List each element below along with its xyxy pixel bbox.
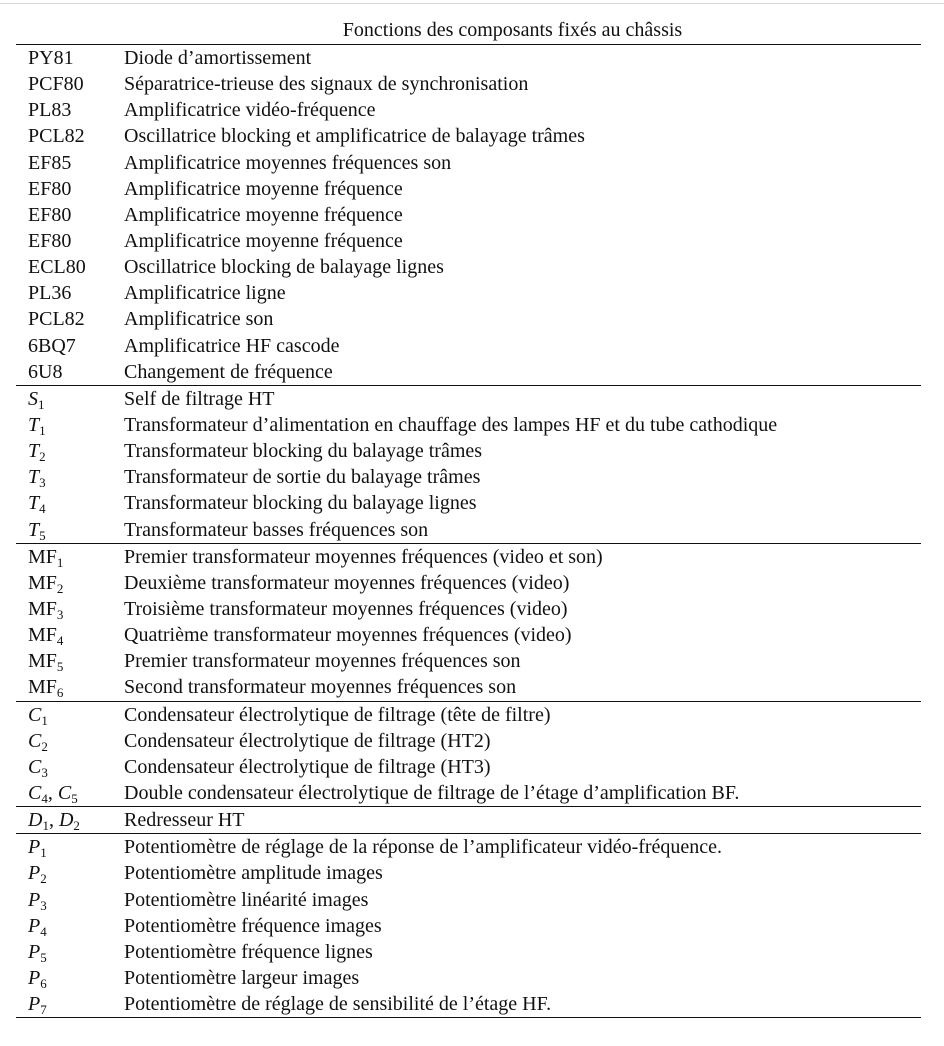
code-symbol: PL36 [28,282,72,305]
code-symbol: EF80 [28,230,72,253]
code-symbol: , [47,782,58,804]
table-row [16,834,921,860]
component-function: Transformateur blocking du balayage lignes [124,492,477,515]
component-code [16,100,124,120]
table-group [16,45,921,386]
table-row [16,386,921,412]
table-row [16,939,921,965]
component-function: Transformateur basses fréquences son [124,518,429,541]
component-function: Deuxième transformateur moyennes fréquences (video) [124,571,570,594]
component-function: Amplificatrice moyennes fréquences son [124,151,452,174]
component-function: Redresseur HT [124,809,245,832]
code-symbol: MF [28,676,57,699]
code-subscript: 2 [73,818,80,834]
code-symbol: PCF80 [28,73,84,96]
component-function: Amplificatrice vidéo-fréquence [124,99,376,122]
code-subscript: 3 [39,475,46,491]
code-subscript: 1 [41,712,48,728]
table-row [16,570,921,596]
table-row [16,412,921,438]
component-function: Transformateur d’alimentation en chauffage des lampes HF et du tube cathodique [124,414,778,437]
component-function: Amplificatrice moyenne fréquence [124,230,403,253]
table-row [16,97,921,123]
table-row [16,860,921,886]
component-code [16,309,124,329]
table-group [16,834,921,1018]
code-subscript: 5 [40,949,47,965]
component-code [16,809,124,834]
component-function: Troisième transformateur moyennes fréquences (video) [124,598,568,621]
component-function: Transformateur de sortie du balayage trâmes [124,466,481,489]
table-row [16,306,921,332]
component-code [16,545,124,570]
component-code [16,966,124,991]
code-symbol: EF85 [28,151,72,174]
component-function: Second transformateur moyennes fréquences son [124,676,517,699]
table-row [16,674,921,700]
component-function: Premier transformateur moyennes fréquences (video et son) [124,545,603,568]
component-function: Potentiomètre largeur images [124,966,360,989]
code-subscript: 4 [56,633,64,649]
code-subscript: 5 [71,791,78,806]
component-code [16,782,124,806]
table-row [16,517,921,543]
code-symbol: 6U8 [28,360,63,383]
component-code [16,729,124,754]
table-row [16,228,921,254]
code-symbol: MF [28,571,57,594]
component-function: Potentiomètre linéarité images [124,888,369,911]
code-subscript: 4 [39,501,46,517]
code-symbol: T [28,440,40,463]
code-subscript: 1 [42,818,49,834]
table-group [16,386,921,544]
component-function: Potentiomètre fréquence lignes [124,940,373,963]
code-subscript: 4 [41,791,48,806]
component-function: Diode d’amortissement [124,47,312,70]
table-row [16,913,921,939]
code-symbol: T [28,492,40,515]
table-row [16,648,921,674]
table-row [16,176,921,202]
code-symbol: P [28,966,41,989]
code-symbol: C [28,782,42,804]
component-code [16,836,124,861]
code-symbol: MF [28,650,57,673]
component-code [16,179,124,199]
code-subscript: 2 [39,449,46,465]
component-function: Amplificatrice ligne [124,282,286,305]
component-function: Amplificatrice HF cascode [124,334,340,357]
code-subscript: 2 [56,580,64,596]
component-code [16,518,124,543]
component-code [16,914,124,939]
table-group [16,544,921,702]
component-function: Séparatrice-trieuse des signaux de synchronisation [124,73,529,96]
code-symbol: P [28,862,41,885]
code-symbol: T [28,466,40,489]
code-symbol: D [28,809,43,832]
code-symbol: PY81 [28,47,74,70]
code-symbol: C [57,782,72,804]
code-symbol: 6BQ7 [28,334,76,357]
table-row [16,887,921,913]
table-row [16,728,921,754]
component-code [16,414,124,439]
component-code [16,492,124,517]
code-symbol: S [28,387,38,410]
component-code [16,940,124,965]
component-code [16,231,124,251]
component-function: Potentiomètre amplitude images [124,862,383,885]
component-code [16,755,124,780]
table-row [16,754,921,780]
code-symbol: PCL82 [28,308,85,331]
table-row [16,359,921,385]
table-row [16,150,921,176]
table-row [16,45,921,71]
code-subscript: 3 [41,764,48,780]
component-function: Oscillatrice blocking de balayage lignes [124,256,444,279]
code-subscript: 3 [56,607,64,623]
code-symbol: ECL80 [28,256,86,279]
component-function: Potentiomètre fréquence images [124,914,382,937]
component-code [16,650,124,675]
code-subscript: 7 [40,1002,47,1018]
table-row [16,965,921,991]
component-code [16,571,124,596]
code-symbol: P [28,940,41,963]
code-symbol: MF [28,624,57,647]
code-subscript: 1 [39,423,46,439]
code-symbol: C [28,729,42,752]
table-row [16,71,921,97]
component-code [16,387,124,412]
code-subscript: 3 [40,897,47,913]
component-function: Amplificatrice son [124,308,274,331]
code-symbol: EF80 [28,177,72,200]
component-code [16,283,124,303]
code-symbol: P [28,888,41,911]
table-row [16,991,921,1017]
code-symbol: T [28,414,40,437]
component-code [16,676,124,701]
table-row [16,280,921,306]
component-function: Condensateur électrolytique de filtrage (HT2) [124,729,491,752]
table-row [16,622,921,648]
component-function: Condensateur électrolytique de filtrage (tête de filtre) [124,703,551,726]
code-subscript: 1 [38,396,45,412]
code-subscript: 5 [39,527,46,543]
table-row [16,807,921,833]
component-code [16,362,124,382]
code-symbol: EF80 [28,203,72,226]
component-function: Changement de fréquence [124,360,333,383]
component-function: Quatrième transformateur moyennes fréquences (video) [124,624,572,647]
component-code [16,862,124,887]
code-symbol: P [28,914,41,937]
code-symbol: MF [28,545,57,568]
component-code [16,153,124,173]
code-subscript: 1 [56,554,64,570]
code-symbol: C [28,703,42,726]
code-symbol: C [28,755,42,778]
code-subscript: 2 [40,871,47,887]
table-row [16,702,921,728]
component-code [16,74,124,94]
component-code [16,888,124,913]
code-symbol: D [58,809,74,832]
table-row [16,490,921,516]
component-code [16,48,124,68]
component-function: Potentiomètre de réglage de sensibilité de l’étage HF. [124,993,552,1016]
table-group [16,807,921,834]
component-function: Double condensateur électrolytique de filtrage de l’étage d’amplification BF. [124,782,740,804]
component-code [16,126,124,146]
component-function: Amplificatrice moyenne fréquence [124,203,403,226]
code-subscript: 1 [40,845,47,861]
table-row [16,780,921,806]
code-subscript: 6 [40,975,47,991]
code-symbol: , [48,809,59,832]
component-code [16,993,124,1018]
code-symbol: PCL82 [28,125,85,148]
component-code [16,440,124,465]
code-symbol: PL83 [28,99,72,122]
code-subscript: 6 [56,685,64,701]
table-row [16,202,921,228]
component-function: Amplificatrice moyenne fréquence [124,177,403,200]
code-symbol: P [28,993,41,1016]
code-subscript: 5 [56,659,64,675]
table-row [16,254,921,280]
code-symbol: MF [28,598,57,621]
table-title: Fonctions des composants fixés au châssis [342,19,683,41]
table-row [16,333,921,359]
code-symbol: T [28,518,40,541]
code-subscript: 4 [40,923,47,939]
component-code [16,205,124,225]
table-row [16,123,921,149]
component-function: Premier transformateur moyennes fréquences son [124,650,521,673]
component-code [16,703,124,728]
table-row [16,544,921,570]
table-group [16,702,921,808]
table-row [16,464,921,490]
code-symbol: P [28,836,41,859]
top-border [0,3,944,4]
component-code [16,598,124,623]
table-row [16,596,921,622]
component-function: Self de filtrage HT [124,387,275,410]
component-function: Potentiomètre de réglage de la réponse de l’amplificateur vidéo-fréquence. [124,836,723,859]
component-function: Transformateur blocking du balayage trâmes [124,440,483,463]
component-code [16,624,124,649]
component-code [16,257,124,277]
component-code [16,336,124,356]
component-function: Condensateur électrolytique de filtrage (HT3) [124,755,491,778]
component-function: Oscillatrice blocking et amplificatrice de balayage trâmes [124,125,585,148]
component-code [16,466,124,491]
code-subscript: 2 [41,738,48,754]
table-row [16,438,921,464]
components-table [16,44,921,1018]
